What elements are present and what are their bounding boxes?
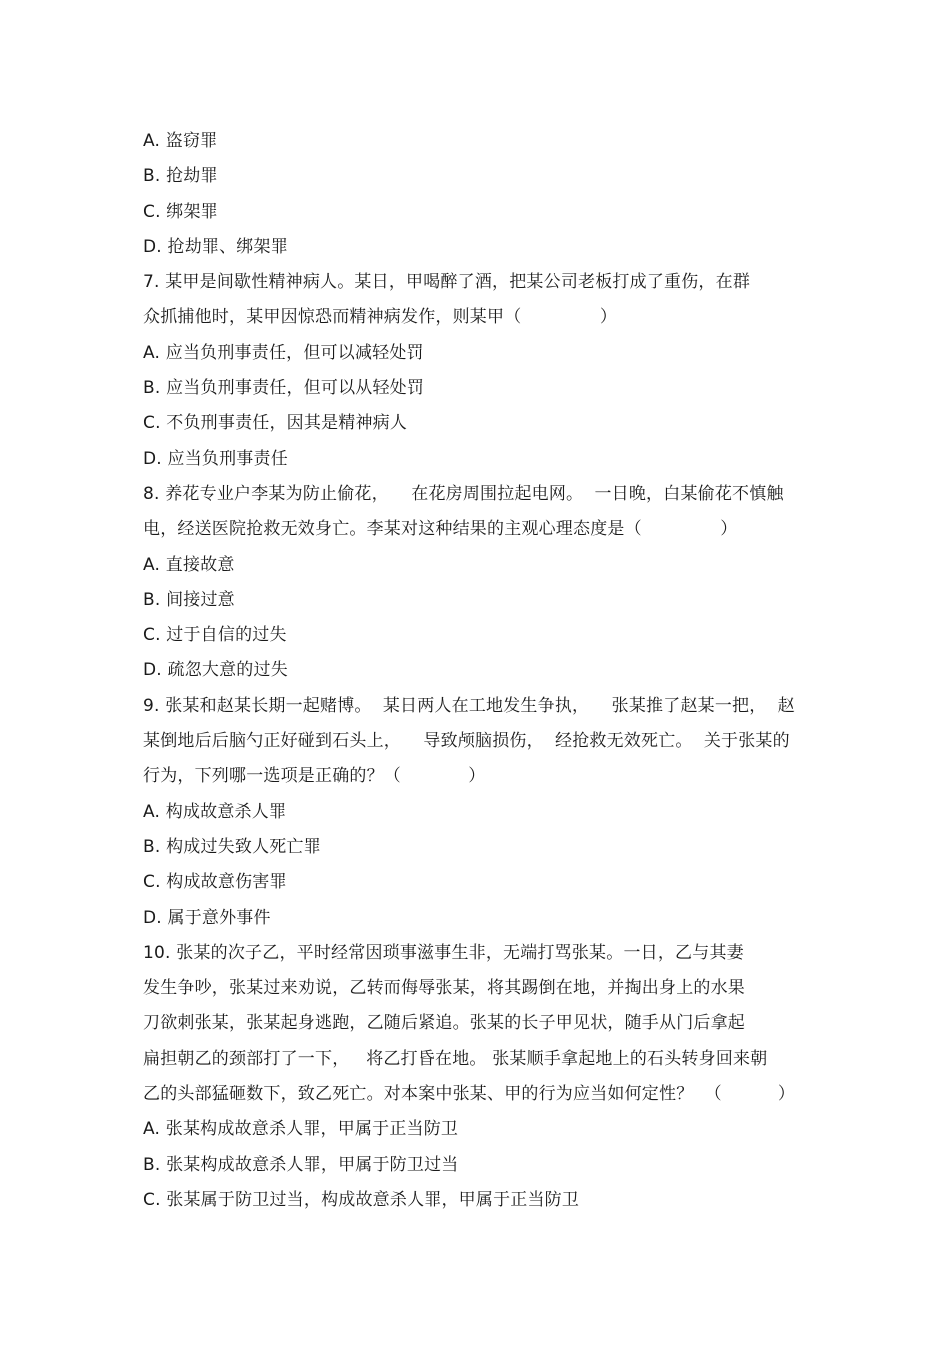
option-b-q8: B. 间接过意: [143, 589, 235, 610]
option-b-q9: B. 构成过失致人死亡罪: [143, 836, 321, 857]
question-7-line-2: 众抓捕他时，某甲因惊恐而精神病发作，则某甲（ ）: [143, 307, 618, 328]
question-9-line-2: 某倒地后后脑勺正好碰到石头上， 导致颅脑损伤， 经抢救无效死亡。 关于张某的: [143, 731, 790, 752]
question-10-line-5: 乙的头部猛砸数下，致乙死亡。对本案中张某、甲的行为应当如何定性？ （ ）: [143, 1084, 796, 1105]
option-d-q8: D. 疏忽大意的过失: [143, 660, 288, 681]
option-b-q6: B. 抢劫罪: [143, 166, 218, 187]
option-d-q9: D. 属于意外事件: [143, 907, 271, 928]
option-c-q7: C. 不负刑事责任，因其是精神病人: [143, 413, 408, 434]
option-a-q10: A. 张某构成故意杀人罪，甲属于正当防卫: [143, 1119, 459, 1140]
question-10-line-1: 10. 张某的次子乙，平时经常因琐事滋事生非，无端打骂张某。一日，乙与其妻: [143, 942, 744, 963]
option-c-q6: C. 绑架罪: [143, 201, 218, 222]
document-body: [143, 124, 823, 1218]
option-a-q8: A. 直接故意: [143, 554, 235, 575]
option-c-q8: C. 过于自信的过失: [143, 625, 287, 646]
question-10-line-3: 刀欲刺张某，张某起身逃跑，乙随后紧追。张某的长子甲见状，随手从门后拿起: [143, 1013, 745, 1034]
option-a-q7: A. 应当负刑事责任，但可以减轻处罚: [143, 342, 424, 363]
question-9-line-3: 行为，下列哪一选项是正确的？（ ）: [143, 766, 486, 787]
question-7-line-1: 7. 某甲是间歇性精神病人。某日，甲喝醉了酒，把某公司老板打成了重伤，在群: [143, 272, 751, 293]
option-b-q10: B. 张某构成故意杀人罪，甲属于防卫过当: [143, 1154, 459, 1175]
option-c-q10: C. 张某属于防卫过当，构成故意杀人罪，甲属于正当防卫: [143, 1189, 580, 1210]
question-9-line-1: 9. 张某和赵某长期一起赌博。 某日两人在工地发生争执， 张某推了赵某一把， 赵: [143, 695, 795, 716]
option-d-q6: D. 抢劫罪、绑架罪: [143, 236, 288, 257]
option-a-q9: A. 构成故意杀人罪: [143, 801, 287, 822]
question-8-line-1: 8. 养花专业户李某为防止偷花， 在花房周围拉起电网。 一日晚，白某偷花不慎触: [143, 483, 784, 504]
question-10-line-2: 发生争吵，张某过来劝说，乙转而侮辱张某，将其踢倒在地，并掏出身上的水果: [143, 978, 745, 999]
option-b-q7: B. 应当负刑事责任，但可以从轻处罚: [143, 378, 425, 399]
option-d-q7: D. 应当负刑事责任: [143, 448, 288, 469]
option-c-q9: C. 构成故意伤害罪: [143, 872, 287, 893]
option-a-q6: A. 盗窃罪: [143, 131, 218, 151]
question-8-line-2: 电，经送医院抢救无效身亡。李某对这种结果的主观心理态度是（ ）: [143, 519, 738, 540]
question-10-line-4: 扁担朝乙的颈部打了一下， 将乙打昏在地。 张某顺手拿起地上的石头转身回来朝: [143, 1048, 768, 1069]
